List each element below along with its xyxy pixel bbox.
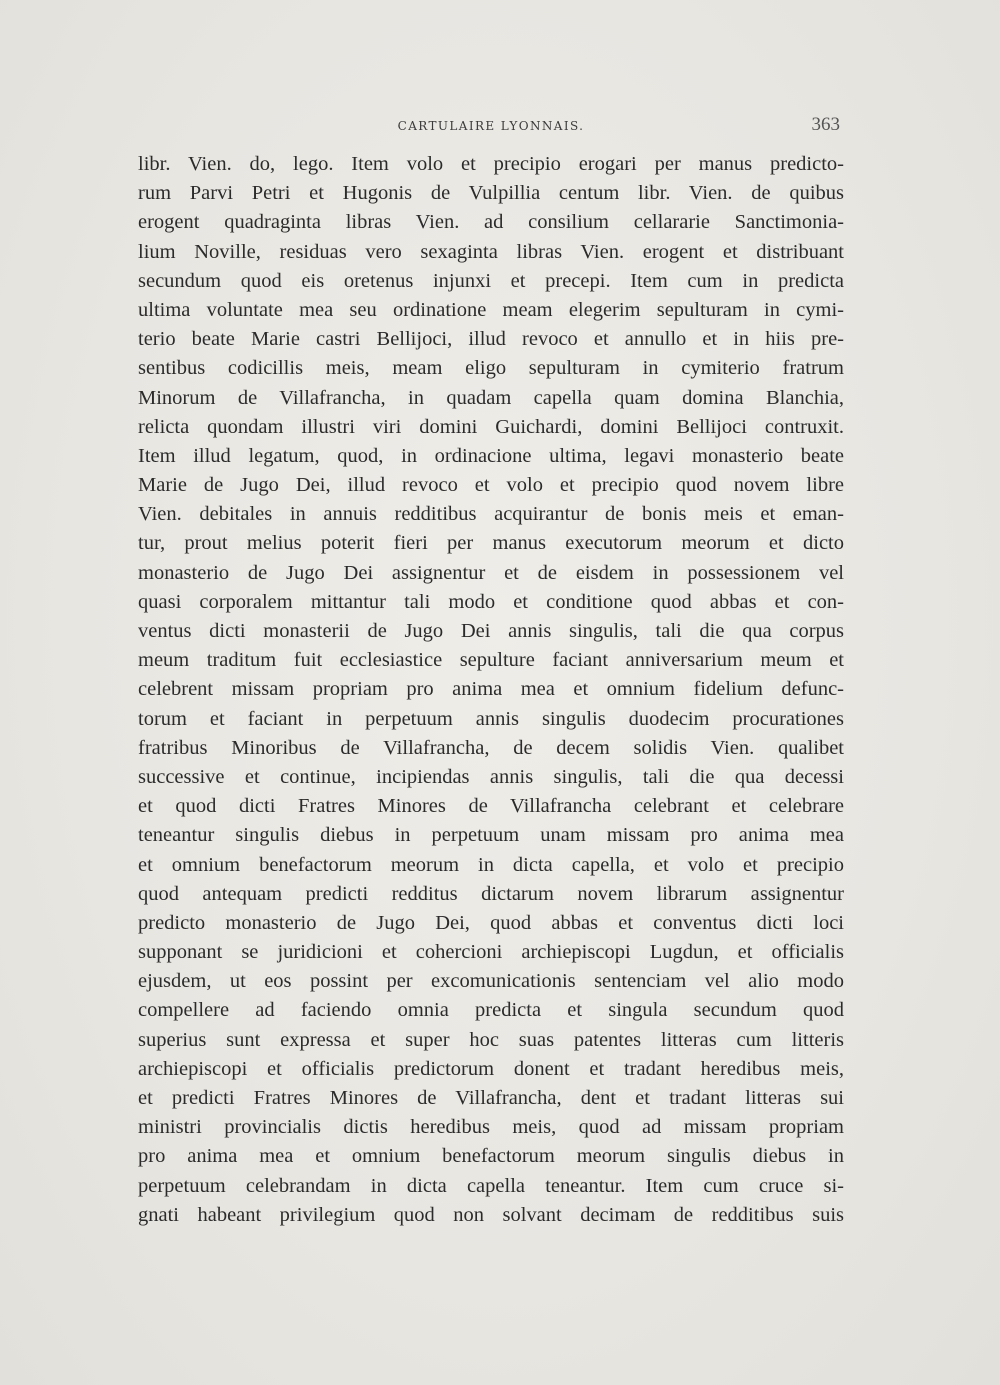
text-line: celebrent missam propriam pro anima mea et omnium fidelium defunc-: [138, 678, 844, 701]
text-line: monasterio de Jugo Dei assignentur et de eisdem in possessionem vel: [138, 561, 844, 584]
text-line: Minorum de Villafrancha, in quadam capella quam domina Blanchia,: [138, 386, 844, 409]
text-line: secundum quod eis oretenus injunxi et precepi. Item cum in predicta: [138, 269, 844, 292]
text-line: ultima voluntate mea seu ordinatione meam elegerim sepulturam in cymi-: [138, 298, 844, 321]
text-line: quod antequam predicti redditus dictarum novem librarum assignentur: [138, 882, 844, 905]
text-line: torum et faciant in perpetuum annis singulis duodecim procurationes: [138, 707, 844, 730]
text-line: erogent quadraginta libras Vien. ad consilium cellararie Sanctimonia-: [138, 211, 844, 234]
text-line: ventus dicti monasterii de Jugo Dei annis singulis, tali die qua corpus: [138, 620, 844, 642]
text-line: fratribus Minoribus de Villafrancha, de decem solidis Vien. qualibet: [138, 736, 844, 759]
text-line: Vien. debitales in annuis redditibus acquirantur de bonis meis et eman-: [138, 503, 844, 526]
text-line: ejusdem, ut eos possint per excomunicationis sentenciam vel alio modo: [138, 970, 844, 993]
text-line: quasi corporalem mittantur tali modo et conditione quod abbas et con-: [138, 590, 844, 613]
text-line: predicto monasterio de Jugo Dei, quod abbas et conventus dicti loci: [138, 911, 844, 934]
text-line: superius sunt expressa et super hoc suas patentes litteras cum litteris: [138, 1028, 844, 1051]
body-text: [138, 150, 844, 1230]
text-line: relicta quondam illustri viri domini Guichardi, domini Bellijoci contruxit.: [138, 415, 844, 438]
text-line: ministri provincialis dictis heredibus meis, quod ad missam propriam: [138, 1116, 844, 1139]
text-line: et predicti Fratres Minores de Villafrancha, dent et tradant litteras sui: [138, 1087, 844, 1109]
text-line: compellere ad faciendo omnia predicta et singula secundum quod: [138, 999, 844, 1022]
text-line: tur, prout melius poterit fieri per manus executorum meorum et dicto: [138, 532, 844, 555]
text-line: Item illud legatum, quod, in ordinacione ultima, legavi monasterio beate: [138, 444, 844, 467]
text-line: supponant se juridicioni et cohercioni archiepiscopi Lugdun, et officialis: [138, 941, 844, 964]
text-line: et quod dicti Fratres Minores de Villafrancha celebrant et celebrare: [138, 795, 844, 818]
page-number: 363: [811, 114, 840, 135]
text-line: teneantur singulis diebus in perpetuum unam missam pro anima mea: [138, 824, 844, 847]
text-line: rum Parvi Petri et Hugonis de Vulpillia centum libr. Vien. de quibus: [138, 182, 844, 205]
text-line: successive et continue, incipiendas annis singulis, tali die qua decessi: [138, 765, 844, 788]
text-line: lium Noville, residuas vero sexaginta libras Vien. erogent et distribuant: [138, 240, 844, 263]
running-head: [138, 116, 844, 138]
text-line: et omnium benefactorum meorum in dicta capella, et volo et precipio: [138, 853, 844, 876]
running-title: CARTULAIRE LYONNAIS.: [397, 119, 585, 133]
text-line: Marie de Jugo Dei, illud revoco et volo et precipio quod novem libre: [138, 474, 844, 497]
text-line: sentibus codicillis meis, meam eligo sepulturam in cymiterio fratrum: [138, 357, 844, 380]
text-line: archiepiscopi et officialis predictorum donent et tradant heredibus meis,: [138, 1057, 844, 1080]
text-line: libr. Vien. do, lego. Item volo et precipio erogari per manus predicto-: [138, 153, 844, 175]
text-line: perpetuum celebrandam in dicta capella teneantur. Item cum cruce si-: [138, 1174, 844, 1197]
text-line: terio beate Marie castri Bellijoci, illud revoco et annullo et in hiis pre-: [138, 328, 844, 351]
text-line: pro anima mea et omnium benefactorum meorum singulis diebus in: [138, 1145, 844, 1168]
text-line: meum traditum fuit ecclesiastice sepulture faciant anniversarium meum et: [138, 649, 844, 672]
text-line: gnati habeant privilegium quod non solvant decimam de redditibus suis: [138, 1203, 844, 1226]
